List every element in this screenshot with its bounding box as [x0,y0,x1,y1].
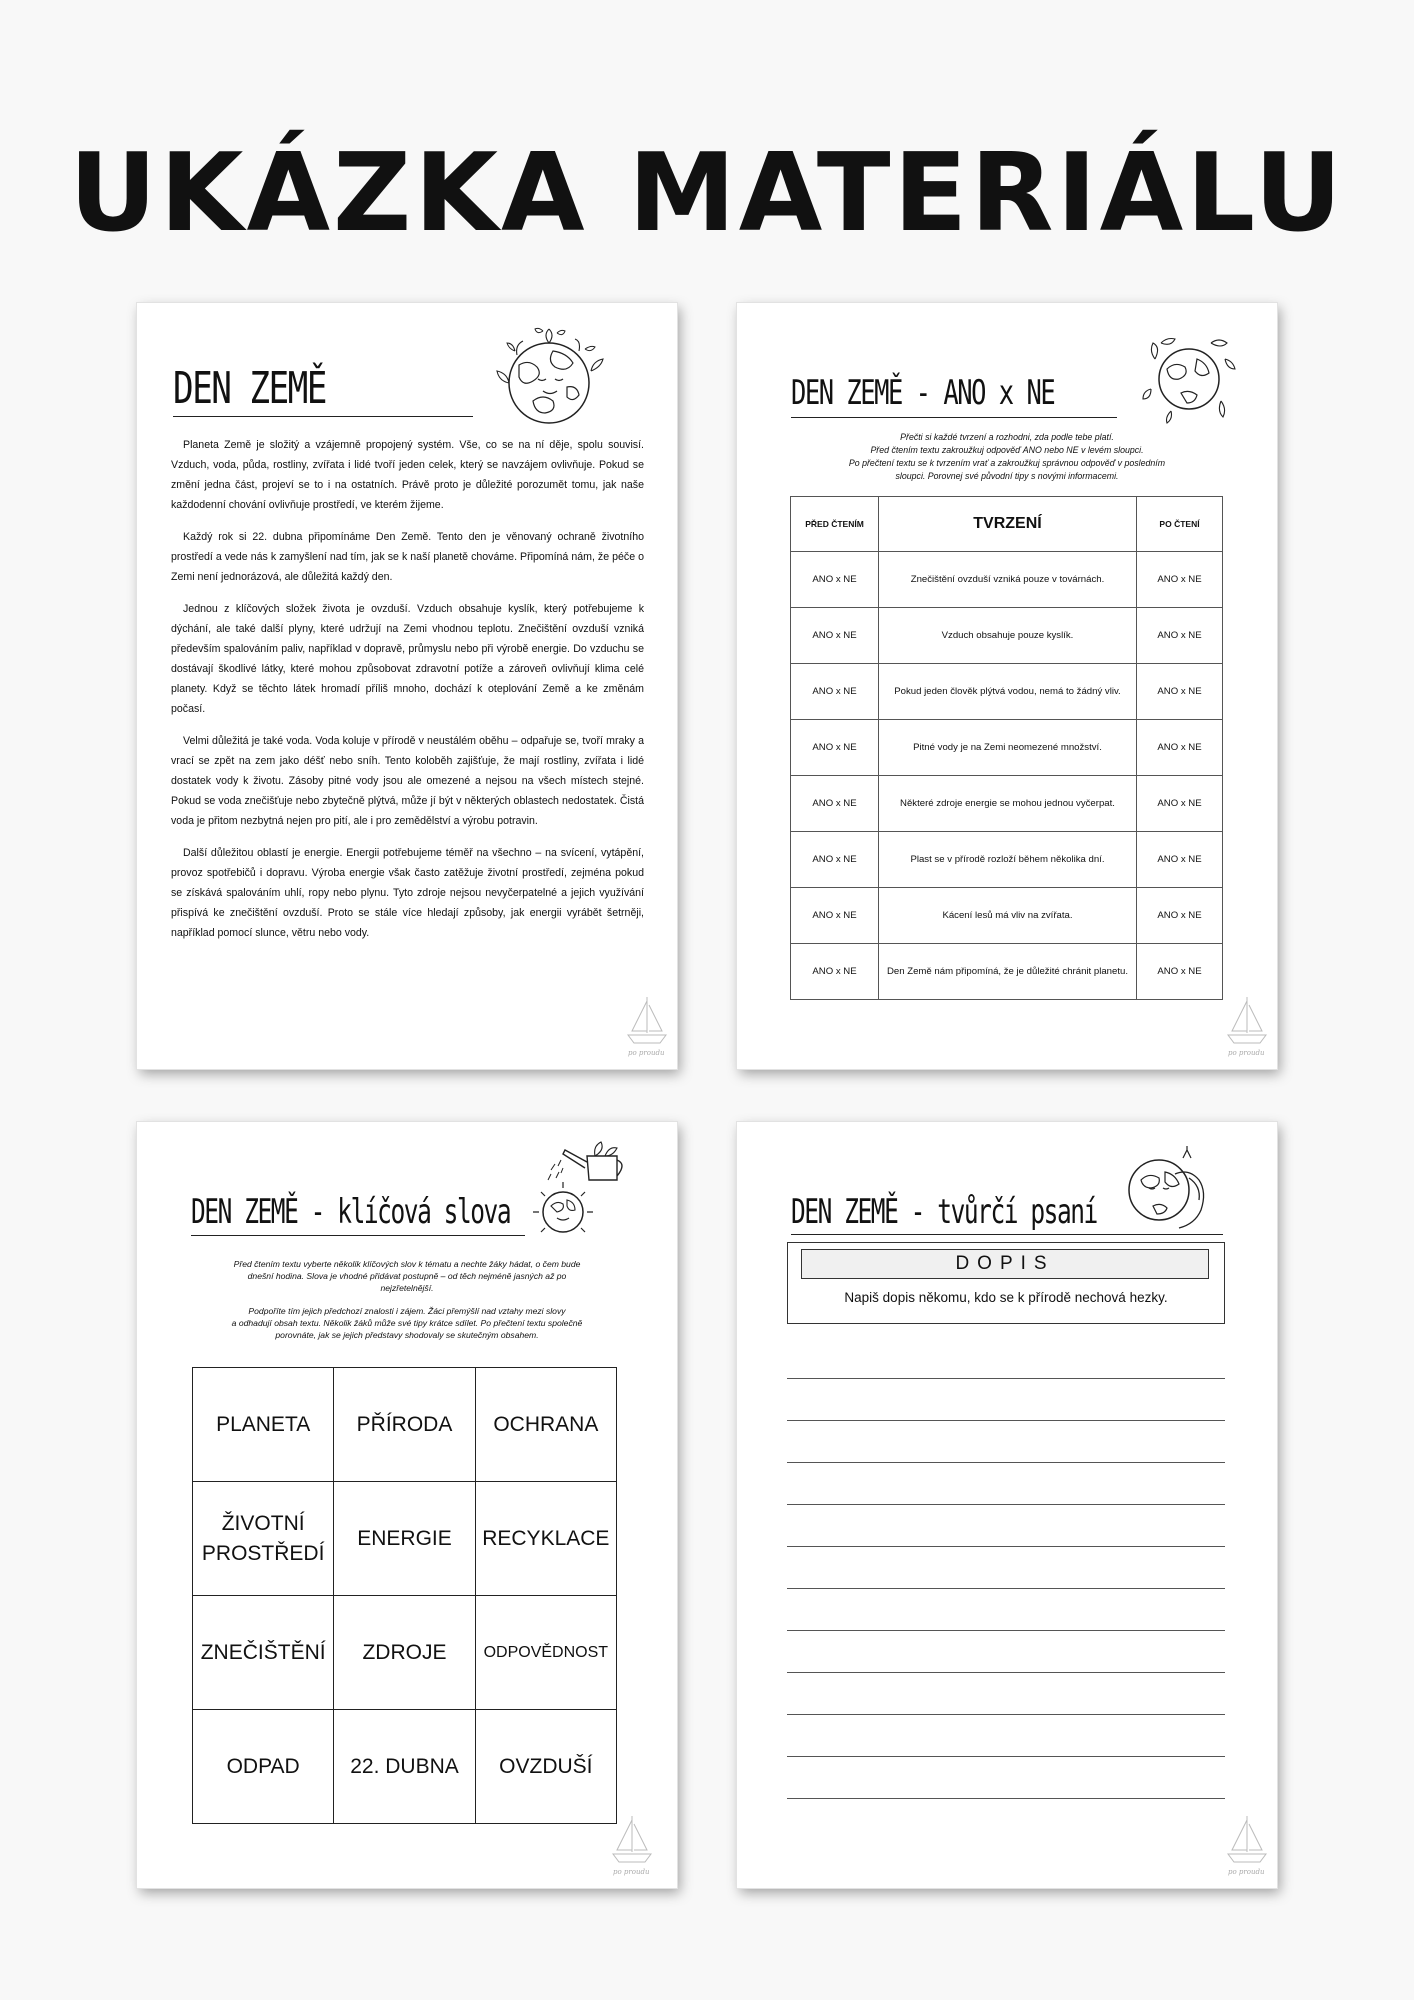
letter-instruction: Napiš dopis někomu, kdo se k přírodě nechová hezky. [844,1290,1168,1305]
letter-title: DOPIS [801,1249,1209,1279]
sheet-klicova-slova [137,1122,677,1888]
writing-line[interactable] [787,1378,1225,1379]
paragraph: Další důležitou oblastí je energie. Energii potřebujeme téměř na všechno – na svícení, vytápění, provoz spotřebičů i dopravu. Výroba energie však často zatěžuje životní prostředí, zejména pokud se získává spalováním uhlí, ropy nebo plynu. Tyto zdroje nejsou nevyčerpatelné a jejich využívání přispívá ke znečištění ovzduší. Proto se stále více hledají způsoby, jak energii vyrábět šetrněji, například pomocí slunce, větru nebo vody. [171,847,644,939]
keyword-cell: ZNEČIŠTĚNÍ [193,1596,334,1710]
sheet3-heading: DEN ZEMĚ - klíčová slova [191,1192,511,1232]
table-row [791,944,1223,1000]
heading-underline [791,417,1117,418]
writing-line[interactable] [787,1756,1225,1757]
instruction-line: Po přečtení textu se k tvrzením vrať a zakroužkuj správnou odpověď v posledním [848,458,1166,468]
writing-line[interactable] [787,1462,1225,1463]
keyword-cell: OVZDUŠÍ [475,1710,616,1824]
keyword-row [193,1596,617,1710]
earth-with-flowers-icon [1141,329,1237,425]
paragraph: Každý rok si 22. dubna připomínáme Den Země. Tento den je věnovaný ochraně životního prostředí a vede nás k zamyšlení nad tím, jak se k naší planetě chováme. Připomíná nám, že péče o Zemi není jednorázová, ale důležitá každý den. [171,531,644,583]
column-header-statement: TVRZENÍ [879,497,1137,552]
statement: Pitné vody je na Zemi neomezené množství. [879,720,1137,776]
keyword-cell: 22. DUBNA [334,1710,475,1824]
main-title: UKÁZKA MATERIÁLU [69,131,1345,256]
signature: po proudu [613,1868,650,1876]
sailboat-logo-icon [607,1812,657,1880]
sheet1-body [171,435,644,955]
answer-after: ANO x NE [1137,944,1223,1000]
keyword-grid [192,1367,617,1824]
answer-before: ANO x NE [791,664,879,720]
writing-line[interactable] [787,1546,1225,1547]
answer-before: ANO x NE [791,720,879,776]
table-row [791,720,1223,776]
paragraph: Planeta Země je složitý a vzájemně propojený systém. Vše, co se na ní děje, spolu souvisí. Vzduch, voda, půda, rostliny, zvířata i lidé tvoří jeden celek, který se navzájem ovlivňuje. Pokud se změní jedna část, projeví se to i na ostatních. Právě proto je důležité porozumět tomu, jak naše každodenní chování ovlivňuje prostředí, ve kterém žijeme. [171,439,644,511]
statement: Vzduch obsahuje pouze kyslík. [879,608,1137,664]
instruction-line: Přečti si každé tvrzení a rozhodni, zda podle tebe platí. [900,432,1114,442]
column-header-after: PO ČTENÍ [1137,497,1223,552]
answer-before: ANO x NE [791,776,879,832]
answer-before: ANO x NE [791,608,879,664]
answer-before: ANO x NE [791,888,879,944]
sheet1-heading: DEN ZEMĚ [173,363,326,414]
signature: po proudu [628,1049,665,1057]
table-header-row [791,497,1223,552]
answer-after: ANO x NE [1137,720,1223,776]
earth-hugging-icon [1119,1144,1215,1234]
instruction-line: a odhadují obsah textu. Několik žáků může své tipy krátce sdílet. Po přečtení textu společně [231,1318,583,1328]
writing-line[interactable] [787,1714,1225,1715]
writing-line[interactable] [787,1672,1225,1673]
table-row [791,664,1223,720]
keyword-cell: RECYKLACE [475,1482,616,1596]
instruction-line: sloupci. Porovnej své původní tipy s novými informacemi. [895,471,1119,481]
keyword-cell: ODPOVĚDNOST [475,1596,616,1710]
earth-with-plants-icon [493,321,605,433]
answer-after: ANO x NE [1137,832,1223,888]
answer-before: ANO x NE [791,944,879,1000]
keyword-cell: ŽIVOTNÍ PROSTŘEDÍ [193,1482,334,1596]
keyword-cell: PLANETA [193,1368,334,1482]
instruction-line: Před čtením textu vyberte několik klíčových slov k tématu a nechte žáky hádat, o čem bude [233,1259,581,1269]
heading-underline [791,1234,1223,1235]
watering-can-earth-icon [525,1130,635,1240]
answer-after: ANO x NE [1137,608,1223,664]
signature: po proudu [1228,1049,1265,1057]
column-header-before: PŘED ČTENÍM [791,497,879,552]
instruction-line: nejzřetelnější. [380,1283,434,1293]
paragraph: Velmi důležitá je také voda. Voda koluje v přírodě v neustálém oběhu – odpařuje se, tvoří mraky a vrací se zpět na zem jako déšť nebo sníh. Tento koloběh zajišťuje, že mají rostliny, zvířata i lidé dostatek vody k životu. Zásoby pitné vody jsou ale omezené a nejsou na všech místech stejné. Pokud se voda znečišťuje nebo zbytečně plýtvá, může jí být v některých oblastech nedostatek. Čistá voda je přitom nezbytná nejen pro pití, ale i pro zemědělství a výrobu potravin. [171,735,644,827]
table-row [791,888,1223,944]
keyword-cell: ENERGIE [334,1482,475,1596]
table-row [791,776,1223,832]
writing-line[interactable] [787,1504,1225,1505]
statement: Některé zdroje energie se mohou jednou vyčerpat. [879,776,1137,832]
sheet-ano-ne [737,303,1277,1069]
true-false-table [790,496,1223,1000]
heading-underline [173,416,473,417]
paragraph: Jednou z klíčových složek života je ovzduší. Vzduch obsahuje kyslík, který potřebujeme k dýchání, ale také další plyny, které udržují na Zemi vhodnou teplotu. Znečištění ovzduší vzniká především spalováním paliv, například v dopravě, průmyslu nebo při výrobě energie. Do vzduchu se dostávají škodlivé látky, které mohou způsobovat zdravotní potíže a zároveň ovlivňují klima celé planety. Když se těchto látek hromadí příliš mnoho, dochází k oteplování Země a ke změnám počasí. [171,603,644,715]
keyword-cell: ZDROJE [334,1596,475,1710]
statement: Plast se v přírodě rozloží během několika dní. [879,832,1137,888]
keyword-cell: ODPAD [193,1710,334,1824]
keyword-row [193,1368,617,1482]
sheet-den-zeme-text [137,303,677,1069]
writing-line[interactable] [787,1420,1225,1421]
statement: Kácení lesů má vliv na zvířata. [879,888,1137,944]
heading-underline [191,1235,525,1236]
sheet4-heading: DEN ZEMĚ - tvůrčí psaní [791,1192,1097,1232]
table-row [791,832,1223,888]
sailboat-logo-icon [622,993,672,1061]
writing-line[interactable] [787,1798,1225,1799]
sheet-tvurci-psani [737,1122,1277,1888]
answer-after: ANO x NE [1137,776,1223,832]
answer-before: ANO x NE [791,552,879,608]
answer-after: ANO x NE [1137,664,1223,720]
sailboat-logo-icon [1222,1812,1272,1880]
statement: Den Země nám připomíná, že je důležité chránit planetu. [879,944,1137,1000]
sheet3-instructions-2 [157,1305,657,1341]
signature: po proudu [1228,1868,1265,1876]
sailboat-logo-icon [1222,993,1272,1061]
statement: Pokud jeden člověk plýtvá vodou, nemá to žádný vliv. [879,664,1137,720]
sheet3-instructions-1 [157,1258,657,1294]
keyword-row [193,1482,617,1596]
keyword-cell: PŘÍRODA [334,1368,475,1482]
instruction-line: porovnáte, jak se jejich představy shodovaly se skutečným obsahem. [275,1330,539,1340]
instruction-line: Před čtením textu zakroužkuj odpověď ANO nebo NE v levém sloupci. [870,445,1144,455]
instruction-line: Podpoříte tím jejich předchozí znalosti i zájem. Žáci přemýšlí nad vztahy mezi slovy [248,1306,566,1316]
keyword-cell: OCHRANA [475,1368,616,1482]
answer-before: ANO x NE [791,832,879,888]
sheet2-heading: DEN ZEMĚ - ANO x NE [791,373,1055,413]
answer-after: ANO x NE [1137,552,1223,608]
keyword-row [193,1710,617,1824]
sheet2-instructions [757,431,1257,483]
statement: Znečištění ovzduší vzniká pouze v továrnách. [879,552,1137,608]
table-row [791,608,1223,664]
writing-line[interactable] [787,1630,1225,1631]
table-row [791,552,1223,608]
instruction-line: dnešní hodina. Slova je vhodné přidávat postupně – od těch nejméně jasných až po [247,1271,567,1281]
writing-line[interactable] [787,1588,1225,1589]
answer-after: ANO x NE [1137,888,1223,944]
